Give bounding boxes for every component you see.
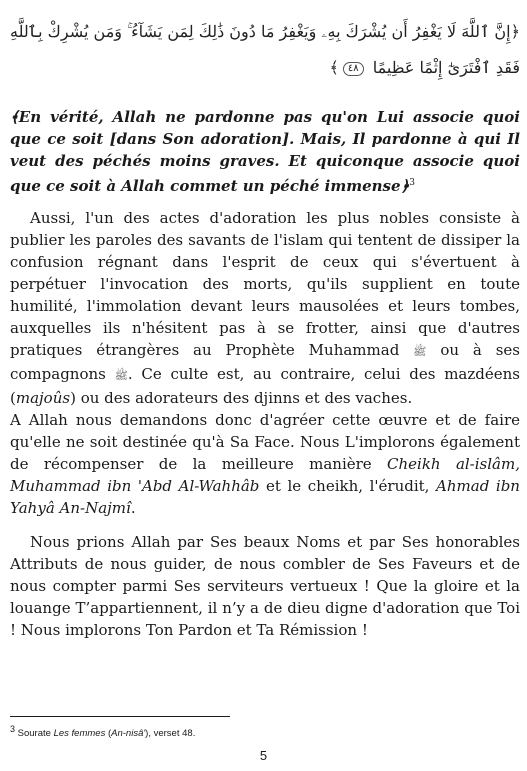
arabic-verse-close: ﴾ (329, 58, 339, 77)
paragraph-1-italic-majous: majoûs (15, 389, 71, 407)
paragraph-3 (10, 531, 520, 641)
honorific-salawat-1: ﷺ (413, 345, 427, 358)
paragraph-1-text-b: ou à ses compagnons (10, 341, 520, 383)
paragraph-2-text-c: . (130, 499, 136, 517)
verse-translation (10, 106, 520, 197)
paragraph-2-text-a: A Allah nous demandons donc d'agréer cette œuvre et de faire qu'elle ne soit destinée qu'à Sa Face. Nous L'implorons également de récompenser de la meilleure manière (10, 411, 520, 473)
translation-text: ﴾En vérité, Allah ne pardonne pas qu'on Lui associe quoi que ce soit [dans Son adoration]. Mais, Il pardonne à qui Il veut des péchés moins graves. Et quiconque associe quoi que ce soit à Allah commet un péché immense﴿ (10, 108, 520, 195)
page-content (10, 0, 520, 641)
paragraph-3-text: Nous prions Allah par Ses beaux Noms et par Ses honorables Attributs de nous guider, de nous combler de Ses Faveurs et de nous compter parmi Ses serviteurs vertueux ! Que la gloire et la louange T’appartiennent, il n’y a de dieu digne d'adoration que Toi ! Nous implorons Ton Pardon et Ta Rémission ! (10, 533, 520, 639)
paragraph-1-text-c: . Ce culte est, au contraire, celui des mazdéens ( (10, 365, 520, 407)
arabic-verse (10, 0, 520, 86)
paragraph-1-text-a: Aussi, l'un des actes d'adoration les plus nobles consiste à publier les paroles des savants de l'islam qui tentent de dissiper la confusion régnant dans l'esprit de ceux qui s'évertuent à perpétuer l'invocation des morts, qu'ils supplient en toute humilité, l'immolation devant leurs mausolées et leurs tombes, auxquelles ils n'hésitent pas à se frotter, ainsi que d'autres pratiques étrangères au Prophète Muhammad (10, 209, 520, 359)
footnote-number: 3 (10, 724, 16, 734)
page-number: 5 (259, 748, 268, 763)
paragraph-2 (10, 409, 520, 519)
footnote-divider (10, 716, 230, 717)
footnote-text-mid: ( (107, 728, 112, 740)
honorific-radiyallah: ﷺ (114, 369, 128, 382)
paragraph-1-text-d: ) ou des adorateurs des djinns et des vaches. (70, 389, 413, 407)
verse-number-badge: ٤٨ (343, 62, 364, 76)
arabic-verse-text: ﴿إِنَّ ٱللَّهَ لَا يَغْفِرُ أَن يُشْرَكَ بِهِۦ وَيَغْفِرُ مَا دُونَ ذَٰلِكَ لِمَن يَشَآءُ ۚ وَمَن يُشْرِكْ بِٱللَّهِ فَقَدِ ٱفْتَرَىٰٓ إِثْمًا عَظِيمًا (10, 22, 520, 77)
footnote-reference[interactable]: 3 (409, 178, 416, 188)
paragraph-2-text-b: et le cheikh, l'érudit, (266, 477, 430, 495)
paragraph-1 (10, 207, 520, 409)
footnote (10, 724, 195, 739)
paragraph-2-italic-name-1: Cheikh al-islâm, Muhammad ibn 'Abd Al-Wahhâb (10, 455, 520, 495)
footnote-italic-arabic: An-nisâ' (111, 728, 146, 740)
footnote-italic-title: Les femmes (53, 728, 106, 740)
footnote-text-post: ), verset 48. (145, 728, 196, 740)
footnote-text-pre: Sourate (17, 728, 51, 740)
paragraph-2-italic-name-2: Ahmad ibn Yahyâ An-Najmî (10, 477, 520, 517)
